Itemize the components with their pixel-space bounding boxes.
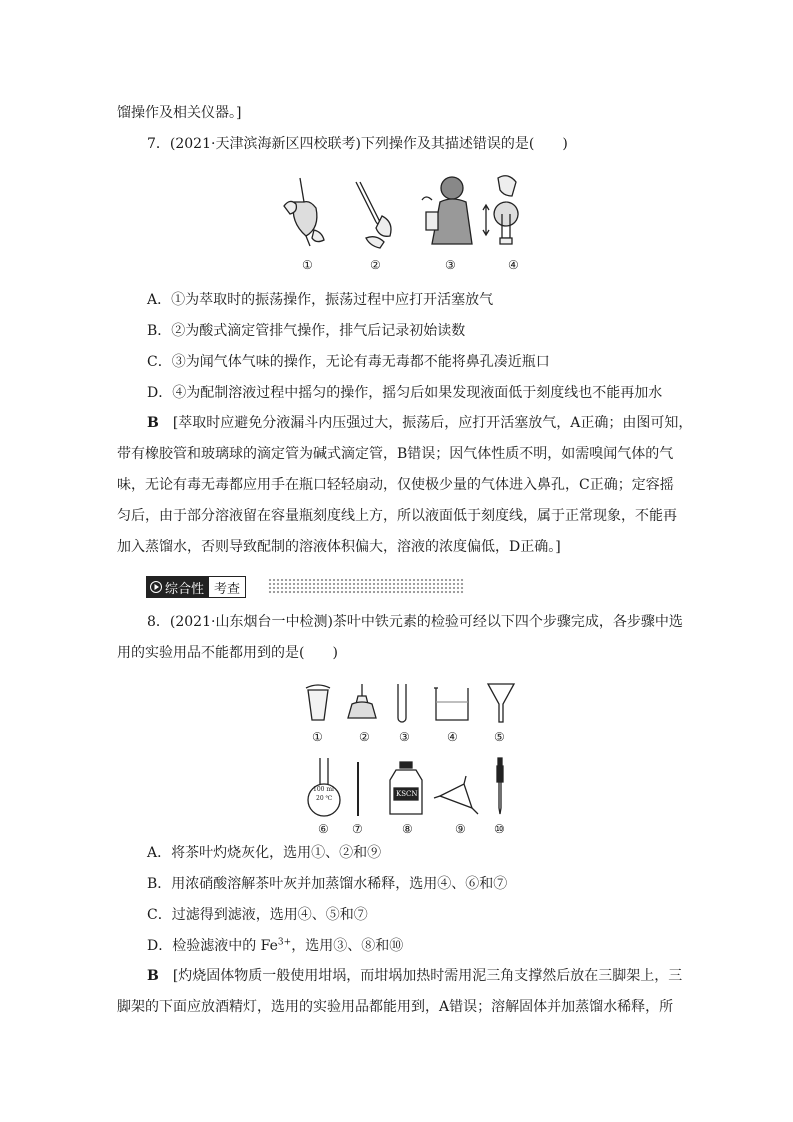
figure-label: ⑥ bbox=[318, 822, 329, 836]
answer-7-line3: 味，无论有毒无毒都应用手在瓶口轻轻扇动，仅使极少量的气体进入鼻孔，C正确；定容摇 bbox=[117, 477, 674, 493]
answer-7-line2: 带有橡胶管和玻璃球的滴定管为碱式滴定管，B错误；因气体性质不明，如需嗅闻气体的气 bbox=[117, 446, 674, 462]
answer-8-line2: 脚架的下面应放酒精灯，选用的实验用品都能用到，A错误；溶解固体并加蒸馏水稀释，所 bbox=[117, 999, 674, 1015]
option-d-text: D．检验滤液中的 Fe bbox=[147, 938, 278, 954]
question-7-stem: 7．(2021·天津滨海新区四校联考)下列操作及其描述错误的是( ) bbox=[147, 136, 568, 152]
figure-8-row1 bbox=[300, 680, 520, 728]
option-d-text: ，选用③、⑧和⑩ bbox=[291, 938, 404, 954]
answer-letter: B bbox=[147, 415, 159, 431]
section-badge bbox=[146, 576, 246, 598]
figure-label: ① bbox=[312, 730, 323, 744]
figure-label: ⑦ bbox=[352, 822, 363, 836]
option-d: D．④为配制溶液过程中摇匀的操作，摇匀后如果发现液面低于刻度线也不能再加水 bbox=[147, 385, 663, 401]
answer-7-line1 bbox=[147, 413, 692, 433]
option-a: A．①为萃取时的振荡操作，振荡过程中应打开活塞放气 bbox=[147, 292, 494, 308]
ion-charge: 3+ bbox=[277, 937, 292, 948]
section-title: 综合性 bbox=[165, 581, 205, 597]
section-dot-pattern bbox=[268, 578, 464, 594]
flask-label-temperature: 20 ℃ bbox=[316, 795, 333, 802]
option-a: A．将茶叶灼烧灰化，选用①、②和⑨ bbox=[147, 845, 382, 861]
section-subtitle: 考查 bbox=[209, 577, 245, 597]
answer-7-line4: 匀后，由于部分溶液留在容量瓶刻度线上方，所以液面低于刻度线，属于正常现象，不能再 bbox=[117, 508, 677, 524]
flask-label-volume: 100 ml bbox=[313, 786, 334, 793]
option-b: B．②为酸式滴定管排气操作，排气后记录初始读数 bbox=[147, 323, 466, 339]
figure-label: ⑧ bbox=[402, 822, 413, 836]
answer-letter: B bbox=[147, 968, 159, 984]
figure-label: ④ bbox=[508, 258, 519, 272]
section-header bbox=[146, 576, 466, 597]
play-icon bbox=[150, 581, 162, 593]
figure-label: ① bbox=[302, 258, 313, 272]
figure-label: ③ bbox=[445, 258, 456, 272]
question-8-stem-1: 8．(2021·山东烟台一中检测)茶叶中铁元素的检验可经以下四个步骤完成，各步骤中选 bbox=[147, 614, 683, 630]
answer-text: [萃取时应避免分液漏斗内压强过大，振荡后，应打开活塞放气，A正确；由图可知， bbox=[172, 415, 693, 431]
option-d bbox=[147, 936, 403, 956]
bottle-label: KSCN bbox=[396, 790, 418, 798]
figure-7-operations bbox=[280, 172, 530, 250]
figure-label: ④ bbox=[447, 730, 458, 744]
figure-label: ⑨ bbox=[455, 822, 466, 836]
option-c: C．③为闻气体气味的操作，无论有毒无毒都不能将鼻孔凑近瓶口 bbox=[147, 354, 550, 370]
answer-text: [灼烧固体物质一般使用坩埚，而坩埚加热时需用泥三角支撑然后放在三脚架上，三 bbox=[172, 968, 683, 984]
answer-8-line1 bbox=[147, 966, 682, 986]
answer-7-line5: 加入蒸馏水，否则导致配制的溶液体积偏大，溶液的浓度偏低，D正确。] bbox=[117, 539, 561, 555]
figure-label: ③ bbox=[399, 730, 410, 744]
option-c: C．过滤得到滤液，选用④、⑤和⑦ bbox=[147, 907, 368, 923]
option-b: B．用浓硝酸溶解茶叶灰并加蒸馏水稀释，选用④、⑥和⑦ bbox=[147, 876, 508, 892]
figure-label: ② bbox=[370, 258, 381, 272]
figure-label: ② bbox=[359, 730, 370, 744]
question-8-stem-2: 用的实验用品不能都用到的是( ) bbox=[117, 645, 338, 661]
text-line: 馏操作及相关仪器。] bbox=[117, 105, 242, 121]
figure-label: ⑤ bbox=[494, 730, 505, 744]
figure-label: ⑩ bbox=[494, 822, 505, 836]
